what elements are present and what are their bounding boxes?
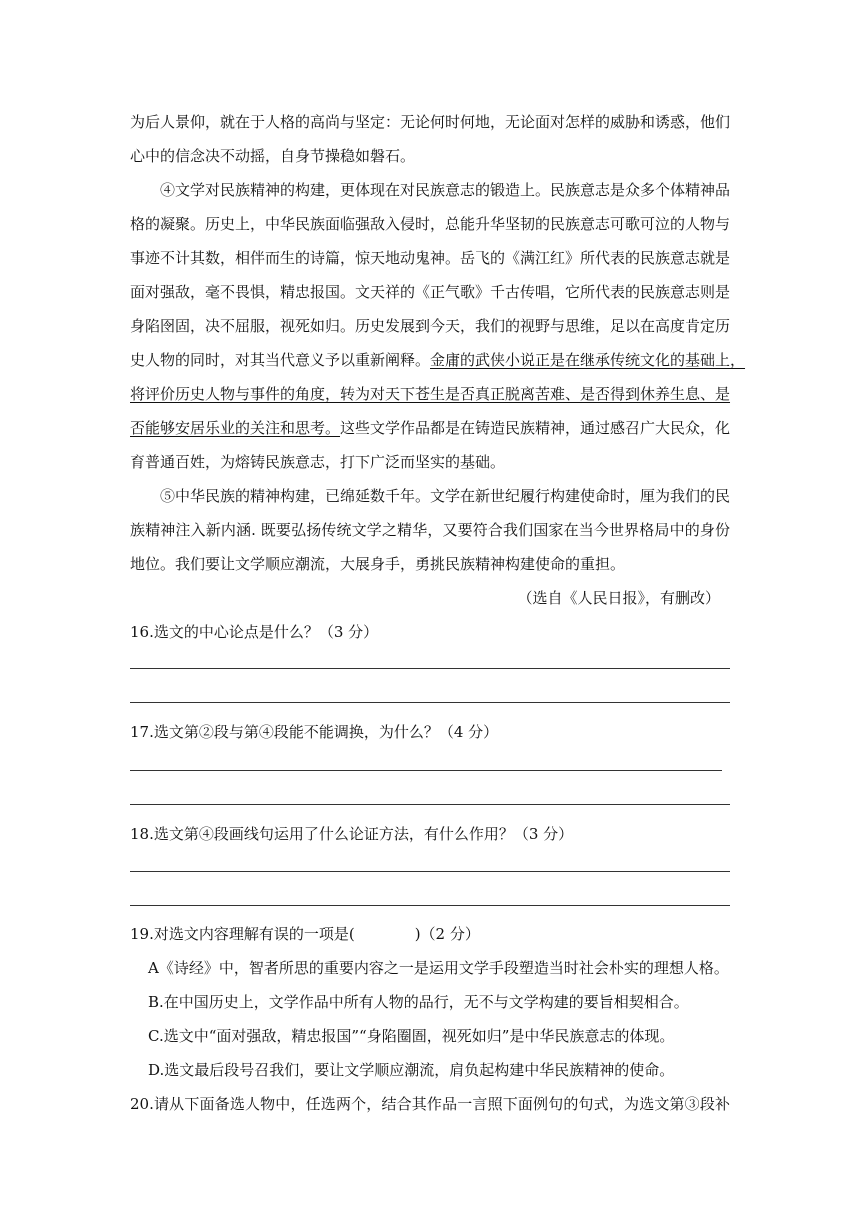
question-19-option-b[interactable]: B.在中国历史上，文学作品中所有人物的品行，无不与文学构建的要旨相契相合。 — [148, 993, 689, 1011]
answer-line-16-2[interactable] — [130, 702, 730, 703]
question-19-option-a[interactable]: A《诗经》中，智者所思的重要内容之一是运用文学手段塑造当时社会朴实的理想人格。 — [148, 959, 729, 977]
underlined-sentence-part-1: 金庸的武侠小说正是在继承传统文化的基础上， — [430, 351, 746, 369]
p4-line-1: ④文学对民族精神的构建，更体现在对民族意志的锻造上。民族意志是众多个体精神品 — [160, 181, 731, 199]
p4-line-8 — [130, 418, 730, 438]
p4-line-4: 面对强敌，毫不畏惧，精忠报国。文天祥的《正气歌》千古传唱，它所代表的民族意志则是 — [130, 283, 731, 301]
answer-line-17-2[interactable] — [130, 804, 730, 805]
p4-line-2: 格的凝聚。历史上，中华民族面临强敌入侵时，总能升华坚韧的民族意志可歌可泣的人物与 — [130, 215, 731, 233]
p4-line-6 — [130, 350, 746, 370]
p4-line-3: 事迹不计其数，相伴而生的诗篇，惊天地动鬼神。岳飞的《满江红》所代表的民族意志就是 — [130, 249, 731, 267]
p5-line-3: 地位。我们要让文学顺应潮流，大展身手，勇挑民族精神构建使命的重担。 — [130, 555, 626, 573]
question-17: 17.选文第②段与第④段能不能调换，为什么？（4 分） — [130, 723, 499, 741]
question-18: 18.选文第④段画线句运用了什么论证方法，有什么作用？（3 分） — [130, 825, 574, 843]
p4-line-8-plain: 这些文学作品都是在铸造民族精神，通过感召广大民众，化 — [340, 419, 731, 437]
question-19-option-c[interactable]: C.选文中“面对强敌，精忠报国”“身陷圈圄，视死如归”是中华民族意志的体现。 — [148, 1027, 675, 1045]
answer-line-18-2[interactable] — [130, 905, 730, 906]
p5-line-2: 族精神注入新内涵. 既要弘扬传统文学之精华，又要符合我们国家在当今世界格局中的身份 — [130, 521, 730, 539]
question-20: 20.请从下面备选人物中，任选两个，结合其作品一言照下面例句的句式，为选文第③段补 — [130, 1095, 730, 1113]
p4-line-9: 育普通百姓，为熔铸民族意志，打下广泛而坚实的基础。 — [130, 453, 506, 471]
underlined-sentence-part-3: 否能够安居乐业的关注和思考。 — [130, 419, 341, 437]
question-19-option-d[interactable]: D.选文最后段号召我们，要让文学顺应潮流，肩负起构建中华民族精神的使命。 — [148, 1061, 675, 1079]
p4-line-6-plain: 史人物的同时，对其当代意义予以重新阐释。 — [130, 351, 431, 369]
underlined-sentence-part-2: 将评价历史人物与事件的角度，转为对天下苍生是否真正脱离苦难、是否得到休养生息、是 — [130, 385, 731, 403]
answer-line-18-1[interactable] — [130, 871, 730, 872]
question-19-stem: 19.对选文内容理解有误的一项是( )（2 分） — [130, 925, 480, 943]
p3-line-1: 为后人景仰，就在于人格的高尚与坚定：无论何时何地，无论面对怎样的威胁和诱惑，他们 — [130, 113, 731, 131]
question-16: 16.选文的中心论点是什么？（3 分） — [130, 623, 379, 641]
p4-line-5: 身陷囹固，决不屈服，视死如归。历史发展到今天，我们的视野与思维，足以在高度肯定历 — [130, 317, 731, 335]
p3-line-2: 心中的信念决不动摇，自身节操稳如磐石。 — [130, 147, 416, 165]
p5-line-1: ⑤中华民族的精神构建，已绵延数千年。文学在新世纪履行构建使命时，厘为我们的民 — [160, 487, 731, 505]
source-citation: （选自《人民日报》，有删改） — [517, 589, 720, 607]
answer-line-16-1[interactable] — [130, 668, 730, 669]
answer-line-17-1[interactable] — [130, 770, 722, 771]
